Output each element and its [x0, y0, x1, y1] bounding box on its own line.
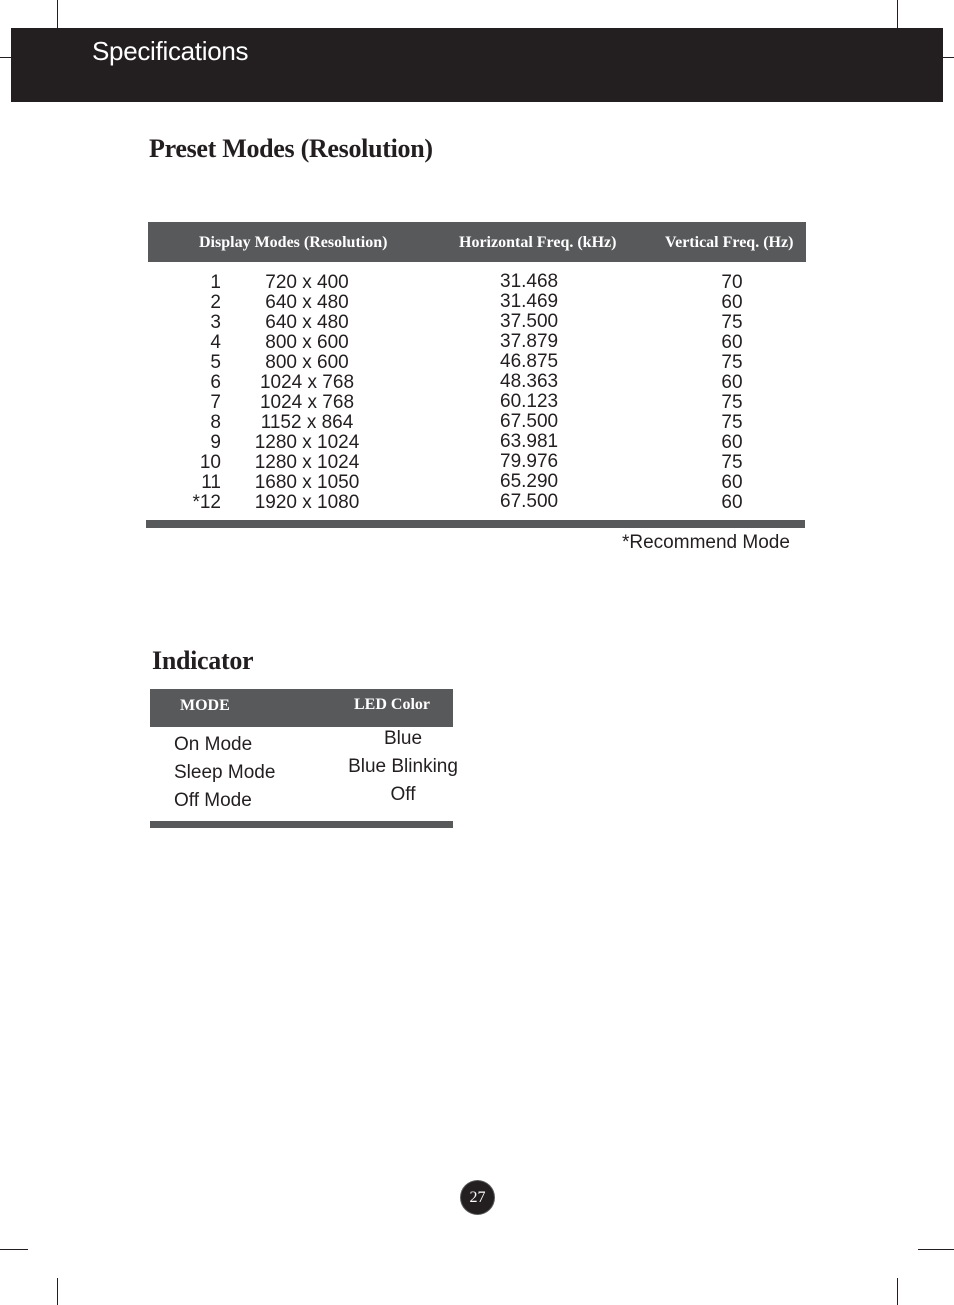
mode-number-cell: 10 — [199, 452, 221, 473]
mode-number-cell: 5 — [210, 352, 221, 373]
vertical-freq-column — [712, 273, 752, 513]
vertical-freq-cell: 75 — [721, 392, 743, 413]
horizontal-freq-cell: 48.363 — [500, 371, 559, 392]
resolution-cell: 1920 x 1080 — [254, 492, 360, 513]
horizontal-freq-cell: 67.500 — [500, 411, 559, 432]
mode-number-cell: 11 — [201, 472, 221, 493]
resolution-cell: 1024 x 768 — [259, 392, 355, 413]
vertical-freq-cell: 60 — [721, 492, 743, 513]
indicator-led-cell: Off — [390, 784, 416, 805]
horizontal-freq-cell: 60.123 — [500, 391, 559, 412]
crop-mark — [57, 0, 58, 28]
vertical-freq-cell: 70 — [721, 272, 743, 293]
crop-mark — [918, 1249, 954, 1250]
horizontal-freq-cell: 37.879 — [500, 331, 559, 352]
mode-number-cell: 9 — [210, 432, 221, 453]
mode-number-cell: 3 — [210, 312, 221, 333]
indicator-mode-cell: Sleep Mode — [174, 762, 276, 783]
mode-number-column — [176, 273, 221, 513]
recommend-mode-note: *Recommend Mode — [622, 532, 790, 553]
crop-mark — [0, 57, 11, 58]
page-number: 27 — [461, 1181, 494, 1214]
indicator-heading: Indicator — [152, 646, 254, 675]
vertical-freq-cell: 60 — [721, 432, 743, 453]
indicator-mode-cell: On Mode — [174, 734, 253, 755]
vertical-freq-cell: 60 — [721, 372, 743, 393]
vertical-freq-cell: 75 — [721, 312, 743, 333]
indicator-mode-cell: Off Mode — [174, 790, 252, 811]
horizontal-freq-cell: 67.500 — [500, 491, 559, 512]
crop-mark — [943, 57, 954, 58]
page-title: Specifications — [92, 36, 249, 66]
column-header-horizontal-freq: Horizontal Freq. (kHz) — [459, 234, 617, 251]
indicator-led-column — [343, 725, 463, 809]
mode-number-cell: 1 — [210, 272, 221, 293]
indicator-bottom-rule — [150, 821, 453, 828]
crop-mark — [897, 1278, 898, 1305]
horizontal-freq-cell: 63.981 — [500, 431, 559, 452]
mode-number-cell: 6 — [210, 372, 221, 393]
mode-number-cell: *12 — [192, 492, 221, 513]
horizontal-freq-cell: 79.976 — [500, 451, 559, 472]
horizontal-freq-cell: 65.290 — [500, 471, 559, 492]
vertical-freq-cell: 60 — [721, 472, 743, 493]
horizontal-freq-cell: 37.500 — [500, 311, 559, 332]
horizontal-freq-cell: 46.875 — [500, 351, 559, 372]
resolution-cell: 800 x 600 — [265, 352, 349, 373]
resolution-column — [237, 273, 377, 513]
resolution-cell: 640 x 480 — [265, 292, 349, 313]
vertical-freq-cell: 75 — [721, 412, 743, 433]
column-header-vertical-freq: Vertical Freq. (Hz) — [665, 234, 794, 251]
mode-number-cell: 8 — [210, 412, 221, 433]
preset-modes-heading: Preset Modes (Resolution) — [149, 134, 433, 163]
indicator-mode-column — [174, 731, 324, 815]
horizontal-freq-cell: 31.468 — [500, 271, 559, 292]
resolution-cell: 1280 x 1024 — [254, 432, 360, 453]
crop-mark — [0, 1249, 28, 1250]
horizontal-freq-column — [500, 272, 580, 512]
vertical-freq-cell: 75 — [721, 352, 743, 373]
crop-mark — [57, 1278, 58, 1305]
resolution-cell: 1280 x 1024 — [254, 452, 360, 473]
resolution-cell: 720 x 400 — [265, 272, 349, 293]
resolution-cell: 1024 x 768 — [259, 372, 355, 393]
vertical-freq-cell: 75 — [721, 452, 743, 473]
resolution-cell: 800 x 600 — [265, 332, 349, 353]
vertical-freq-cell: 60 — [721, 292, 743, 313]
indicator-led-cell: Blue — [383, 728, 423, 749]
crop-mark — [897, 0, 898, 28]
resolution-cell: 640 x 480 — [265, 312, 349, 333]
column-header-led-color: LED Color — [354, 696, 430, 713]
indicator-led-cell: Blue Blinking — [348, 756, 458, 777]
mode-number-cell: 2 — [210, 292, 221, 313]
horizontal-freq-cell: 31.469 — [500, 291, 559, 312]
resolution-cell: 1152 x 864 — [260, 412, 354, 433]
vertical-freq-cell: 60 — [721, 332, 743, 353]
table-bottom-rule — [146, 520, 805, 528]
mode-number-cell: 7 — [210, 392, 221, 413]
column-header-mode: MODE — [180, 697, 230, 714]
column-header-display-modes: Display Modes (Resolution) — [199, 234, 388, 251]
resolution-cell: 1680 x 1050 — [254, 472, 360, 493]
mode-number-cell: 4 — [210, 332, 221, 353]
